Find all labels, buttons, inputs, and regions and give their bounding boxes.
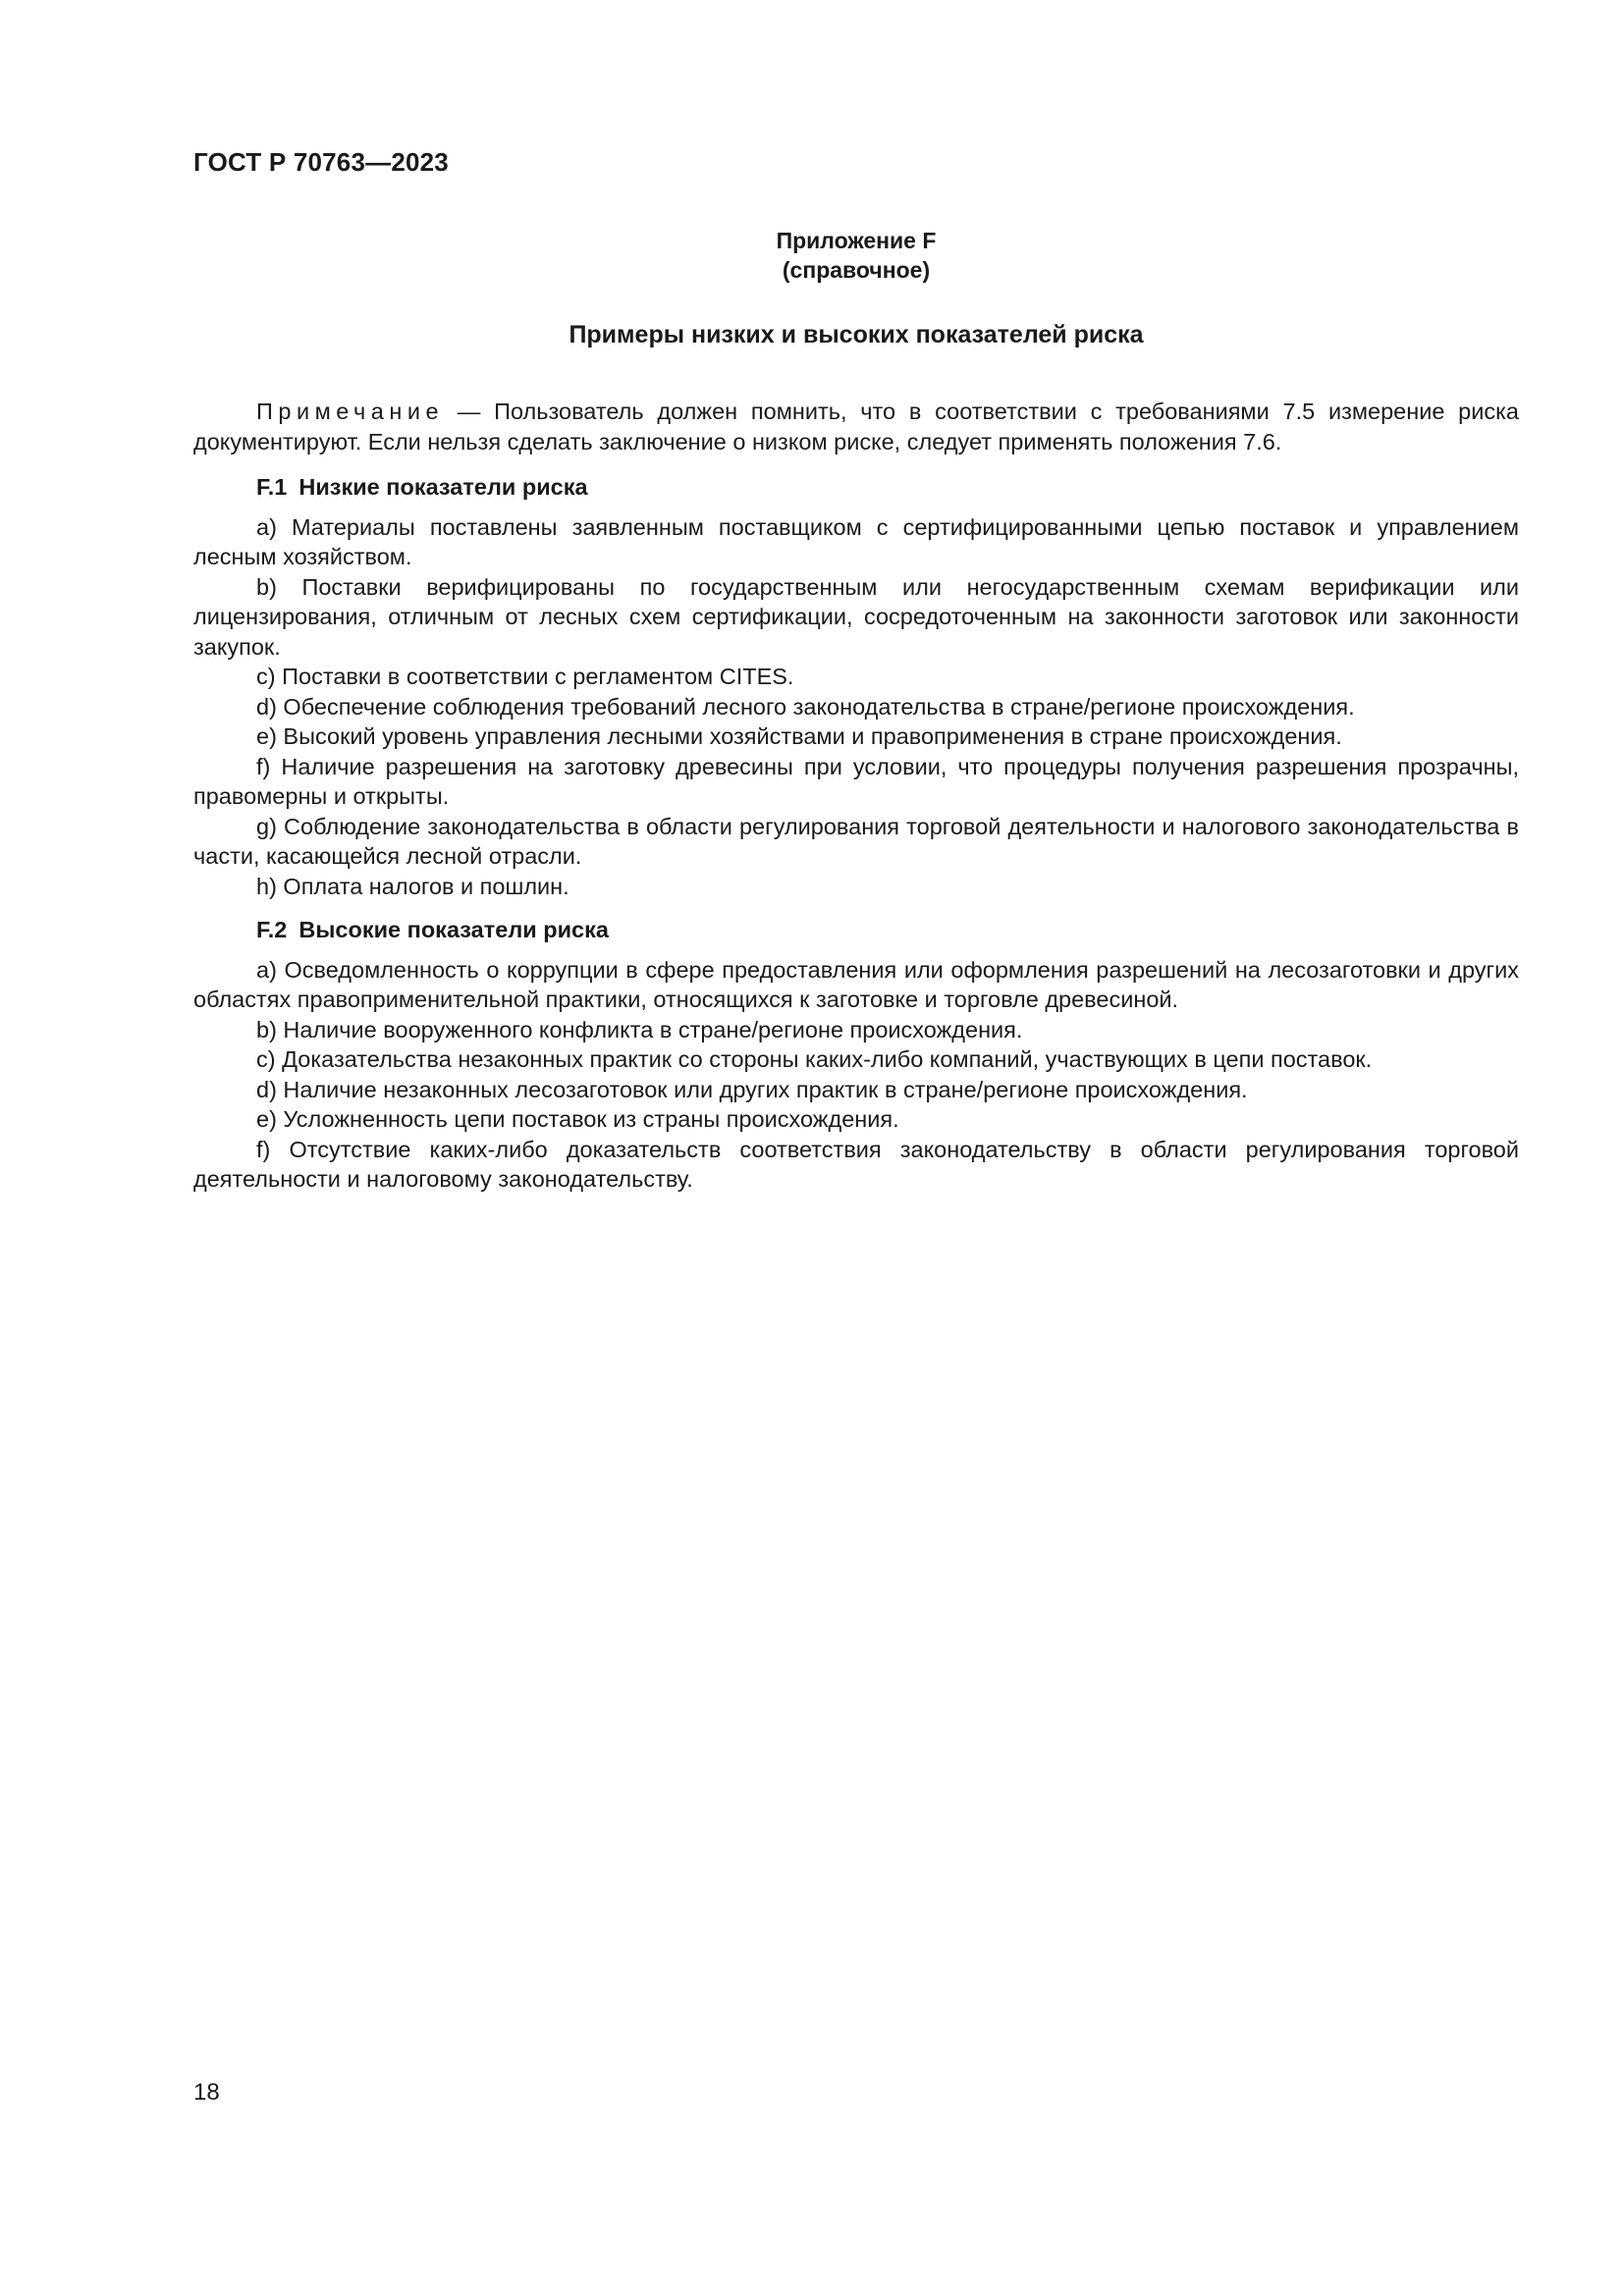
list-item: b) Наличие вооруженного конфликта в стране/регионе происхождения. [256, 1016, 1023, 1042]
list-item: b) Поставки верифицированы по государственным или негосударственным схемам верификации или лицензирования, отличным от лесных схем сертификации, сосредоточенным на законности заготовок или законности закупок. [193, 573, 1519, 660]
list-item: c) Поставки в соответствии с регламентом CITES. [256, 664, 794, 689]
section-title [193, 915, 1519, 945]
list-item: h) Оплата налогов и пошлин. [256, 873, 569, 899]
section-f1 [193, 472, 1519, 901]
list-item: f) Отсутствие каких-либо доказательств соответствия законодательству в области регулирования торговой деятельности и налоговому законодательству. [193, 1136, 1519, 1192]
section-title [193, 472, 1519, 503]
section-title-text: Высокие показатели риска [298, 917, 609, 942]
note-text: — Пользователь должен помнить, что в соответствии с требованиями 7.5 измерение риска документируют. Если нельзя сделать заключение о низком риске, следует применять положения 7.6. [193, 399, 1519, 454]
note-paragraph [193, 397, 1519, 456]
list-item: e) Усложненность цепи поставок из страны происхождения. [256, 1106, 899, 1132]
section-number: F.1 [256, 474, 288, 500]
annex-heading: Примеры низких и высоких показателей риска [568, 321, 1144, 348]
note-label: Примечание [256, 399, 445, 424]
list-item: a) Материалы поставлены заявленным поставщиком с сертифицированными цепью поставок и управлением лесным хозяйством. [193, 513, 1519, 569]
list-item: d) Наличие незаконных лесозаготовок или других практик в стране/регионе происхождения. [256, 1076, 1248, 1102]
page-number: 18 [193, 2079, 220, 2106]
section-f2 [193, 915, 1519, 1195]
annex-title: Приложение F [776, 228, 937, 253]
list-item: g) Соблюдение законодательства в области регулирования торговой деятельности и налогового законодательства в части, касающейся лесной отрасли. [193, 813, 1519, 869]
list-item: e) Высокий уровень управления лесными хозяйствами и правоприменения в стране происхождения. [256, 723, 1342, 749]
document-body [193, 397, 1519, 1195]
section-title-text: Низкие показатели риска [298, 474, 588, 500]
list-item: f) Наличие разрешения на заготовку древесины при условии, что процедуры получения разрешения прозрачны, правомерны и открыты. [193, 753, 1519, 809]
list-item: d) Обеспечение соблюдения требований лесного законодательства в стране/регионе происхождения. [256, 693, 1355, 720]
document-code: ГОСТ Р 70763—2023 [193, 147, 449, 177]
annex-status: (справочное) [782, 257, 931, 283]
list-item: c) Доказательства незаконных практик со стороны каких-либо компаний, участвующих в цепи поставок. [256, 1046, 1373, 1072]
list-item: a) Осведомленность о коррупции в сфере предоставления или оформления разрешений на лесозаготовки и других областях правоприменительной практики, относящихся к заготовке и торговле древесиной. [193, 956, 1519, 1012]
section-number: F.2 [256, 917, 288, 942]
